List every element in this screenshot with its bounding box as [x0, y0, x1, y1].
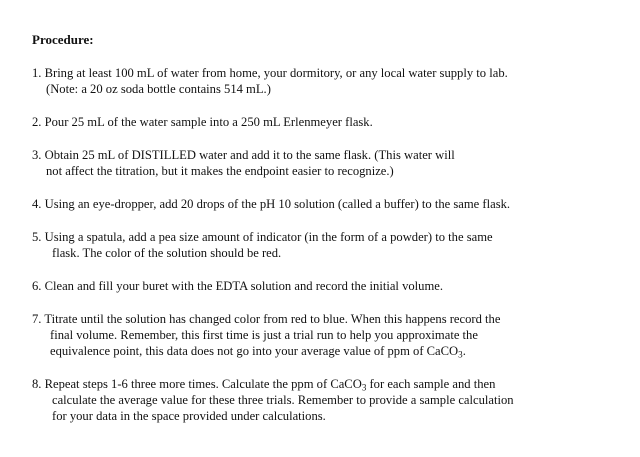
- step-7-line-1: 7. Titrate until the solution has changed color from red to blue. When this happens record the: [32, 312, 501, 326]
- step-7-line-3: [50, 344, 466, 359]
- step-8-line-2: calculate the average value for these three trials. Remember to provide a sample calculation: [52, 393, 514, 407]
- step-8-line-1: [32, 377, 495, 392]
- step-3-line-2: not affect the titration, but it makes the endpoint easier to recognize.): [46, 164, 394, 178]
- step-8-line-3: for your data in the space provided under calculations.: [52, 409, 326, 423]
- step-1-line-1: 1. Bring at least 100 mL of water from home, your dormitory, or any local water supply to lab.: [32, 66, 508, 80]
- step-8-line-1-text: 8. Repeat steps 1-6 three more times. Calculate the ppm of CaCO: [32, 377, 362, 391]
- step-6-line-1: 6. Clean and fill your buret with the EDTA solution and record the initial volume.: [32, 279, 443, 293]
- step-7-line-3-end: .: [462, 344, 466, 358]
- step-5-line-1: 5. Using a spatula, add a pea size amount of indicator (in the form of a powder) to the same: [32, 230, 493, 244]
- step-1-line-2: (Note: a 20 oz soda bottle contains 514 mL.): [46, 82, 271, 96]
- step-7-line-2: final volume. Remember, this first time is just a trial run to help you approximate the: [50, 328, 478, 342]
- caco3-subscript: 3: [361, 382, 367, 393]
- step-4-line-1: 4. Using an eye-dropper, add 20 drops of the pH 10 solution (called a buffer) to the same flask.: [32, 197, 511, 211]
- procedure-heading: Procedure:: [32, 32, 94, 47]
- step-2-line-1: 2. Pour 25 mL of the water sample into a 250 mL Erlenmeyer flask.: [32, 115, 373, 129]
- step-3-line-1: 3. Obtain 25 mL of DISTILLED water and add it to the same flask. (This water will: [32, 148, 455, 162]
- step-8-line-1-end: for each sample and then: [366, 377, 496, 391]
- caco3-subscript: 3: [458, 349, 463, 360]
- step-5-line-2: flask. The color of the solution should be red.: [52, 246, 282, 260]
- step-7-line-3-text: equivalence point, this data does not go into your average value of ppm of CaCO: [50, 344, 459, 358]
